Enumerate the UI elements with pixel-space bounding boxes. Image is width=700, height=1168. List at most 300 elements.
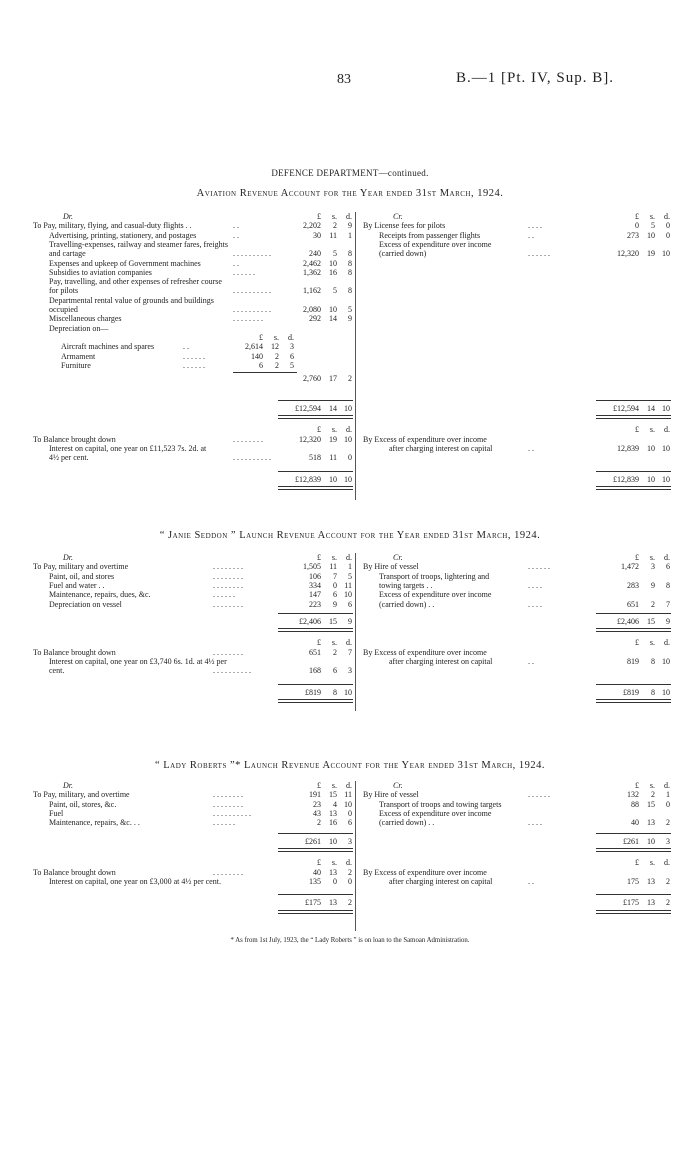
- amount-pounds: 140: [251, 351, 263, 361]
- amount-pounds: £819: [305, 687, 321, 697]
- amount-shillings: 6: [333, 666, 337, 676]
- total-rule-top: [278, 833, 353, 834]
- amount-shillings: 13: [647, 818, 655, 828]
- total-rule-top: [278, 471, 353, 472]
- ledger-line: [363, 221, 669, 230]
- amount-pence: 3: [290, 342, 294, 352]
- ledger-line: [363, 581, 669, 590]
- amount-pence: 0: [348, 876, 352, 886]
- line-text: Armament: [61, 351, 96, 361]
- amount-pounds: 132: [627, 790, 639, 800]
- amount-shillings: 15: [329, 617, 337, 626]
- ledger-line: [363, 790, 669, 799]
- amount-pounds: 240: [309, 249, 321, 259]
- total-double-rule: [278, 628, 353, 632]
- amount-pence: d.: [346, 425, 352, 435]
- balance-header: [363, 858, 669, 867]
- cr-label: Cr.: [393, 781, 403, 790]
- amount-shillings: 2: [333, 647, 337, 657]
- leader-dots: . . . . . .: [528, 790, 550, 800]
- total-double-rule: [596, 848, 671, 852]
- amount-pence: 6: [290, 351, 294, 361]
- amount-pence: 9: [348, 617, 352, 626]
- amount-pounds: 12,320: [299, 434, 321, 444]
- amount-shillings: 8: [651, 687, 655, 697]
- amount-pence: 2: [348, 374, 352, 384]
- ledger-line: [363, 240, 669, 249]
- ledger-line: [33, 648, 351, 657]
- amount-pounds: £: [317, 425, 321, 435]
- amount-pence: d.: [288, 332, 294, 342]
- amount-pence: 10: [662, 443, 670, 453]
- amount-shillings: s.: [649, 781, 655, 790]
- amount-pounds: 819: [627, 656, 639, 666]
- amount-pounds: 6: [259, 360, 263, 370]
- amount-pounds: £: [635, 858, 639, 868]
- amount-pounds: 273: [627, 230, 639, 240]
- ledger-line: [33, 600, 351, 609]
- total-double-rule: [278, 415, 353, 419]
- leader-dots: . . . .: [528, 599, 542, 609]
- amount-shillings: 15: [647, 799, 655, 809]
- amount-pence: d.: [346, 858, 352, 868]
- ledger-line: [363, 249, 669, 258]
- amount-shillings: s.: [331, 212, 337, 221]
- amount-shillings: 13: [647, 898, 655, 908]
- amount-shillings: 0: [333, 876, 337, 886]
- amount-pence: 11: [344, 790, 352, 800]
- amount-shillings: s.: [331, 638, 337, 648]
- amount-pounds: £261: [305, 837, 321, 846]
- total-rule-top: [596, 613, 671, 614]
- balance-debit-total: [33, 475, 351, 484]
- amount-pence: 10: [344, 474, 352, 484]
- total-rule-top: [278, 613, 353, 614]
- amount-pounds: 40: [631, 818, 639, 828]
- line-text: Maintenance, repairs, &c. . .: [49, 818, 140, 828]
- leader-dots: . . . . . . . .: [233, 434, 263, 444]
- debit-header: [33, 781, 351, 790]
- leader-dots: . .: [528, 876, 534, 886]
- ledger-line: [363, 562, 669, 571]
- amount-pounds: 191: [309, 790, 321, 800]
- line-text: To Pay, military, and overtime: [33, 790, 130, 800]
- amount-pounds: £2,406: [617, 617, 639, 626]
- amount-shillings: 11: [329, 453, 337, 463]
- amount-pounds: 23: [313, 799, 321, 809]
- line-text: after charging interest on capital: [389, 656, 493, 666]
- leader-dots: . . . . . . . . . .: [233, 249, 271, 259]
- amount-shillings: 19: [329, 434, 337, 444]
- total-double-rule: [278, 486, 353, 490]
- line-text: Expenses and upkeep of Government machines: [49, 258, 201, 268]
- line-text: Interest on capital, one year on £3,000 at 4½ per cent.: [49, 876, 221, 886]
- amount-pounds: £: [635, 781, 639, 790]
- ledger-line: [33, 444, 351, 453]
- amount-shillings: 14: [329, 314, 337, 324]
- ledger-line: [33, 809, 351, 818]
- amount-shillings: s.: [649, 553, 655, 562]
- ledger-line: [363, 657, 669, 666]
- amount-shillings: s.: [331, 858, 337, 868]
- amount-pence: 8: [348, 249, 352, 259]
- amount-pounds: 88: [631, 799, 639, 809]
- total-rule-top: [596, 400, 671, 401]
- total-rule-top: [278, 400, 353, 401]
- depreciation-line: [33, 352, 351, 361]
- leader-dots: . . . . . .: [213, 818, 235, 828]
- amount-pence: 7: [348, 647, 352, 657]
- line-text: Miscellaneous charges: [49, 314, 122, 324]
- amount-pence: 2: [348, 867, 352, 877]
- amount-shillings: 2: [275, 360, 279, 370]
- leader-dots: . . . . . . . .: [213, 599, 243, 609]
- amount-pence: 1: [348, 230, 352, 240]
- amount-pounds: 1,472: [621, 562, 639, 572]
- ledger-line: [363, 809, 669, 818]
- credit-total: [363, 837, 669, 846]
- amount-shillings: s.: [331, 781, 337, 790]
- leader-dots: . . . .: [528, 221, 542, 231]
- credit-side: [363, 781, 669, 931]
- amount-pounds: 147: [309, 590, 321, 600]
- amount-shillings: 10: [647, 230, 655, 240]
- balance-credit-total: [363, 688, 669, 697]
- ledger-line: [33, 259, 351, 268]
- amount-shillings: 16: [329, 267, 337, 277]
- amount-pence: 11: [344, 580, 352, 590]
- ledger-line: [33, 221, 351, 230]
- line-text: (carried down) . .: [379, 599, 435, 609]
- ledger-line: [33, 296, 351, 305]
- debit-header: [33, 553, 351, 562]
- leader-dots: . . . .: [528, 818, 542, 828]
- column-divider: [355, 553, 356, 711]
- amount-pounds: £: [317, 858, 321, 868]
- balance-header: [363, 425, 669, 434]
- janie-seddon-account-title: “ Janie Seddon ” Launch Revenue Account for the Year ended 31st March, 1924.: [159, 530, 541, 541]
- debit-header: [33, 212, 351, 221]
- leader-dots: . . . . . . . .: [213, 790, 243, 800]
- debit-side: [33, 553, 351, 711]
- amount-pounds: 223: [309, 599, 321, 609]
- amount-shillings: 5: [651, 221, 655, 231]
- cr-label: Cr.: [393, 553, 403, 562]
- amount-pence: d.: [664, 553, 670, 562]
- ledger-line: [33, 572, 351, 581]
- cr-label: Cr.: [393, 212, 403, 221]
- amount-shillings: 2: [333, 221, 337, 231]
- department-heading: DEFENCE DEPARTMENT—continued.: [271, 168, 429, 178]
- amount-shillings: 14: [647, 404, 655, 413]
- credit-side: [363, 553, 669, 711]
- amount-pounds: £: [635, 212, 639, 221]
- ledger-line: [33, 305, 351, 314]
- leader-dots: . . . . . . . . . .: [213, 666, 251, 676]
- amount-pounds: 12,839: [617, 443, 639, 453]
- footnote: * As from 1st July, 1923, the “ Lady Roberts ” is on loan to the Samoan Administration.: [230, 937, 470, 944]
- amount-pounds: £2,406: [299, 617, 321, 626]
- line-text: Transport of troops, lightering and: [379, 571, 490, 581]
- leader-dots: . . . . . . . .: [213, 867, 243, 877]
- amount-shillings: 13: [329, 898, 337, 908]
- amount-pence: 10: [344, 404, 352, 413]
- line-text: Advertising, printing, stationery, and postages: [49, 230, 197, 240]
- amount-pence: 8: [666, 580, 670, 590]
- page-reference: B.—1 [Pt. IV, Sup. B].: [456, 70, 614, 86]
- amount-pence: d.: [664, 425, 670, 435]
- leader-dots: . . . . . . . . . .: [233, 286, 271, 296]
- total-double-rule: [596, 910, 671, 914]
- amount-pounds: £175: [305, 898, 321, 908]
- amount-shillings: 13: [647, 876, 655, 886]
- amount-pounds: 334: [309, 580, 321, 590]
- amount-shillings: 5: [333, 286, 337, 296]
- amount-shillings: s.: [273, 332, 279, 342]
- line-text: By Hire of vessel: [363, 790, 419, 800]
- aviation-account-title: Aviation Revenue Account for the Year ended 31st March, 1924.: [196, 188, 504, 199]
- amount-pence: 6: [348, 818, 352, 828]
- leader-dots: . . . . . . . .: [213, 799, 243, 809]
- amount-pence: d.: [664, 858, 670, 868]
- ledger-line: [33, 666, 351, 675]
- amount-pence: 3: [348, 666, 352, 676]
- leader-dots: . . . . . . . .: [213, 580, 243, 590]
- amount-pounds: £: [259, 332, 263, 342]
- amount-pence: 8: [348, 267, 352, 277]
- leader-dots: . . . . . . . . . .: [213, 808, 251, 818]
- amount-pence: 7: [666, 599, 670, 609]
- amount-pounds: 175: [627, 876, 639, 886]
- amount-pounds: 1,362: [303, 267, 321, 277]
- ledger-line: [33, 286, 351, 295]
- amount-pounds: 2,202: [303, 221, 321, 231]
- amount-shillings: 11: [329, 230, 337, 240]
- amount-shillings: 10: [329, 305, 337, 314]
- ledger-line: [363, 648, 669, 657]
- ledger-line: [363, 444, 669, 453]
- ledger-line: [33, 453, 351, 462]
- amount-shillings: 0: [333, 580, 337, 590]
- amount-pence: 2: [348, 898, 352, 908]
- amount-pence: 0: [666, 799, 670, 809]
- line-text: and cartage: [49, 249, 86, 259]
- amount-pounds: 518: [309, 453, 321, 463]
- ledger-line: [363, 868, 669, 877]
- amount-pence: 0: [666, 230, 670, 240]
- balance-header: [33, 858, 351, 867]
- amount-pounds: 40: [313, 867, 321, 877]
- amount-shillings: 10: [647, 474, 655, 484]
- total-double-rule: [596, 699, 671, 703]
- debit-total: [33, 617, 351, 626]
- total-double-rule: [596, 415, 671, 419]
- amount-pence: 10: [344, 799, 352, 809]
- credit-side: [363, 212, 669, 500]
- ledger-line: [33, 277, 351, 286]
- line-text: Receipts from passenger flights: [379, 230, 481, 240]
- line-text: Maintenance, repairs, dues, &c.: [49, 590, 151, 600]
- amount-pence: 2: [666, 876, 670, 886]
- depreciation-line: [33, 342, 351, 351]
- amount-pence: 6: [666, 562, 670, 572]
- total-double-rule: [278, 910, 353, 914]
- leader-dots: . . . . . .: [528, 249, 550, 259]
- amount-pence: 0: [666, 221, 670, 231]
- ledger-line: [33, 314, 351, 323]
- amount-pence: 10: [344, 687, 352, 697]
- line-text: Transport of troops and towing targets: [379, 799, 502, 809]
- page-number: 83: [337, 72, 351, 87]
- column-divider: [355, 212, 356, 500]
- amount-pounds: 283: [627, 580, 639, 590]
- amount-shillings: 10: [329, 258, 337, 268]
- amount-shillings: 11: [329, 562, 337, 572]
- ledger-line: [33, 562, 351, 571]
- balance-credit-total: [363, 475, 669, 484]
- amount-pence: 3: [666, 837, 670, 846]
- amount-shillings: 2: [651, 790, 655, 800]
- amount-pounds: 651: [627, 599, 639, 609]
- amount-shillings: 16: [329, 818, 337, 828]
- amount-pounds: 0: [635, 221, 639, 231]
- leader-dots: . .: [183, 342, 189, 352]
- amount-pounds: £: [317, 212, 321, 221]
- amount-pounds: 135: [309, 876, 321, 886]
- amount-pence: 1: [348, 562, 352, 572]
- amount-pounds: 43: [313, 808, 321, 818]
- ledger-line: [33, 657, 351, 666]
- amount-pounds: £12,839: [613, 474, 639, 484]
- line-text: Depreciation on vessel: [49, 599, 122, 609]
- total-rule-top: [278, 684, 353, 685]
- ledger-line: [33, 800, 351, 809]
- amount-pounds: 2: [317, 818, 321, 828]
- lady-roberts-account-title: “ Lady Roberts ”* Launch Revenue Account for the Year ended 31st March, 1924.: [154, 760, 546, 771]
- amount-pence: 10: [662, 687, 670, 697]
- amount-pounds: £12,594: [613, 404, 639, 413]
- amount-pounds: 2,760: [303, 374, 321, 384]
- leader-dots: . . . . . . . .: [213, 571, 243, 581]
- debit-total: [33, 837, 351, 846]
- total-rule-top: [596, 684, 671, 685]
- line-text: 4½ per cent.: [49, 453, 89, 463]
- credit-total: [363, 617, 669, 626]
- total-rule-top: [596, 894, 671, 895]
- amount-pence: 5: [290, 360, 294, 370]
- line-text: To Pay, military and overtime: [33, 562, 129, 572]
- line-text: Travelling-expenses, railway and steamer fares, freights: [49, 239, 228, 249]
- janie-seddon-account: [33, 553, 669, 711]
- amount-pence: 10: [662, 404, 670, 413]
- ledger-line: [33, 231, 351, 240]
- total-rule-top: [278, 894, 353, 895]
- leader-dots: . . . .: [528, 580, 542, 590]
- ledger-line: [33, 324, 351, 333]
- aviation-account: [33, 212, 669, 500]
- amount-shillings: 10: [647, 837, 655, 846]
- amount-pounds: 292: [309, 314, 321, 324]
- amount-pence: d.: [664, 212, 670, 221]
- line-text: To Balance brought down: [33, 647, 116, 657]
- amount-pence: d.: [346, 638, 352, 648]
- amount-shillings: 13: [329, 867, 337, 877]
- amount-shillings: 2: [651, 599, 655, 609]
- amount-shillings: 9: [651, 580, 655, 590]
- total-double-rule: [596, 628, 671, 632]
- amount-pence: 10: [344, 434, 352, 444]
- amount-pounds: 1,505: [303, 562, 321, 572]
- amount-pence: 2: [666, 898, 670, 908]
- credit-header: [363, 781, 669, 790]
- amount-pence: d.: [346, 781, 352, 790]
- amount-pence: 10: [662, 656, 670, 666]
- line-text: Pay, travelling, and other expenses of refresher course: [49, 277, 222, 287]
- amount-shillings: s.: [649, 858, 655, 868]
- amount-shillings: 8: [651, 656, 655, 666]
- balance-header: [33, 425, 351, 434]
- line-text: Paint, oil, stores, &c.: [49, 799, 117, 809]
- depreciation-header: [33, 333, 351, 342]
- ledger-line: [363, 435, 669, 444]
- line-text: By Excess of expenditure over income: [363, 647, 487, 657]
- balance-debit-total: [33, 688, 351, 697]
- line-text: Excess of expenditure over income: [379, 239, 492, 249]
- amount-shillings: s.: [649, 212, 655, 221]
- line-text: To Balance brought down: [33, 867, 116, 877]
- leader-dots: . . . . . . . . . .: [233, 305, 271, 314]
- ledger-line: [33, 590, 351, 599]
- credit-total: [363, 404, 669, 413]
- amount-pounds: £12,594: [295, 404, 321, 413]
- line-text: Excess of expenditure over income: [379, 590, 492, 600]
- amount-shillings: s.: [331, 553, 337, 562]
- amount-pence: 5: [348, 305, 352, 314]
- ledger-line: [363, 818, 669, 827]
- amount-pence: 9: [666, 617, 670, 626]
- line-text: Fuel and water . .: [49, 580, 105, 590]
- amount-pence: 6: [348, 599, 352, 609]
- amount-shillings: 15: [647, 617, 655, 626]
- leader-dots: . . . . . . . . . .: [233, 453, 271, 463]
- amount-shillings: 19: [647, 249, 655, 259]
- amount-shillings: 14: [329, 404, 337, 413]
- line-text: To Balance brought down: [33, 434, 116, 444]
- amount-pence: 8: [348, 286, 352, 296]
- line-text: Departmental rental value of grounds and buildings: [49, 295, 214, 305]
- ledger-line: [33, 818, 351, 827]
- lady-roberts-account: [33, 781, 669, 931]
- balance-header: [33, 638, 351, 647]
- line-text: By Hire of vessel: [363, 562, 419, 572]
- amount-shillings: 4: [333, 799, 337, 809]
- amount-pounds: £: [635, 638, 639, 648]
- leader-dots: . .: [528, 443, 534, 453]
- amount-pounds: £261: [623, 837, 639, 846]
- dr-label: Dr.: [63, 553, 74, 562]
- line-text: By Excess of expenditure over income: [363, 867, 487, 877]
- credit-header: [363, 212, 669, 221]
- leader-dots: . . . . . .: [233, 267, 255, 277]
- ledger-line: [363, 600, 669, 609]
- ledger-line: [33, 790, 351, 799]
- line-text: Interest on capital, one year on £11,523 7s. 2d. at: [49, 443, 207, 453]
- balance-debit-total: [33, 898, 351, 907]
- line-text: for pilots: [49, 286, 79, 296]
- amount-pence: d.: [346, 553, 352, 562]
- line-text: Aircraft machines and spares: [61, 342, 155, 352]
- ledger-line: [363, 800, 669, 809]
